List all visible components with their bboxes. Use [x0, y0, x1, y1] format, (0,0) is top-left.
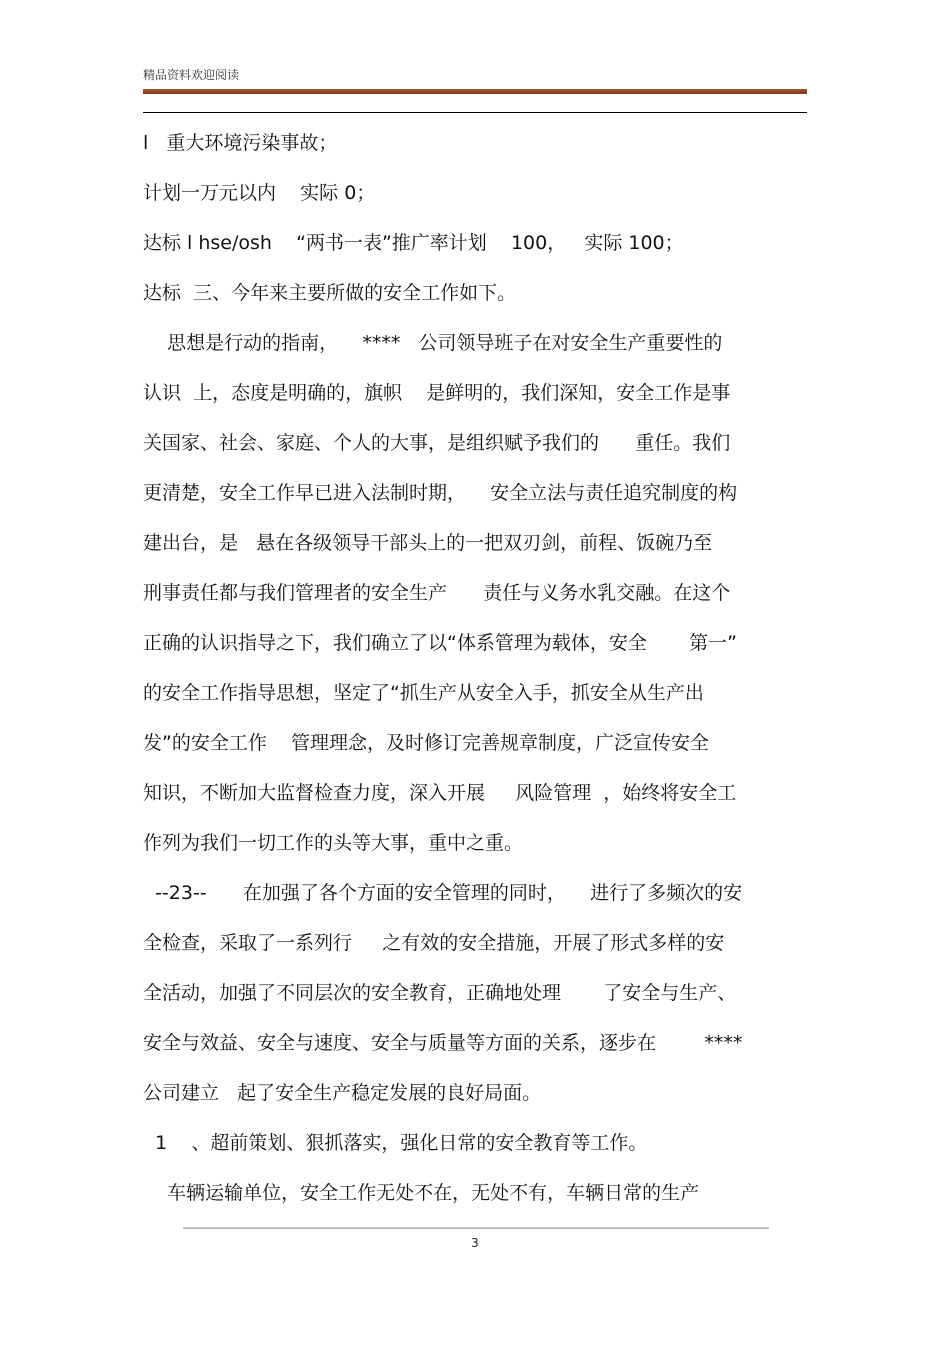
footer-rule — [183, 1227, 769, 1229]
body-line: 建出台，是 悬在各级领导干部头上的一把双刃剑，前程、饭碗乃至 — [143, 532, 713, 554]
body-line: 达标 三、今年来主要所做的安全工作如下。 — [143, 282, 517, 304]
body-line: 更清楚，安全工作早已进入法制时期， 安全立法与责任追究制度的构 — [143, 482, 738, 504]
body-line: 发”的安全工作 管理理念，及时修订完善规章制度，广泛宣传安全 — [143, 732, 710, 754]
body-line: 关国家、社会、家庭、个人的大事，是组织赋予我们的 重任。我们 — [143, 432, 731, 454]
body-line: 认识 上，态度是明确的，旗帜 是鲜明的，我们深知，安全工作是事 — [143, 382, 731, 404]
body-line: 刑事责任都与我们管理者的安全生产 责任与义务水乳交融。在这个 — [143, 582, 731, 604]
body-line: 正确的认识指导之下，我们确立了以“体系管理为载体，安全 第一” — [143, 632, 737, 654]
body-line: 全检查，采取了一系列行 之有效的安全措施，开展了形式多样的安 — [143, 932, 725, 954]
body-line: 公司建立 起了安全生产稳定发展的良好局面。 — [143, 1082, 542, 1104]
body-line: --23-- 在加强了各个方面的安全管理的同时， 进行了多频次的安 — [143, 882, 743, 904]
body-line: 计划一万元以内 实际 0； — [143, 182, 376, 204]
body-line: 知识，不断加大监督检查力度，深入开展 风险管理 ，始终将安全工 — [143, 782, 737, 804]
body-line: 1 、超前策划、狠抓落实，强化日常的安全教育等工作。 — [143, 1132, 648, 1154]
body-line: 作列为我们一切工作的头等大事，重中之重。 — [143, 832, 524, 854]
header-label: 精品资料欢迎阅读 — [143, 68, 240, 82]
body-line: 全活动，加强了不同层次的安全教育，正确地处理 了安全与生产、 — [143, 982, 737, 1004]
body-line: 安全与效益、安全与速度、安全与质量等方面的关系，逐步在 **** — [143, 1032, 743, 1054]
body-line: 达标 l hse/osh “两书一表”推广率计划 100， 实际 100； — [143, 232, 684, 254]
body-line: 车辆运输单位，安全工作无处不在，无处不有，车辆日常的生产 — [143, 1182, 700, 1204]
header-rule-thin — [143, 112, 807, 113]
body-line: 思想是行动的指南， **** 公司领导班子在对安全生产重要性的 — [143, 332, 723, 354]
body-line: l 重大环境污染事故； — [143, 132, 338, 154]
header-rule-thick — [143, 89, 807, 94]
body-line: 的安全工作指导思想，坚定了“抓生产从安全入手，抓安全从生产出 — [143, 682, 704, 704]
page-number: 3 — [471, 1236, 479, 1250]
